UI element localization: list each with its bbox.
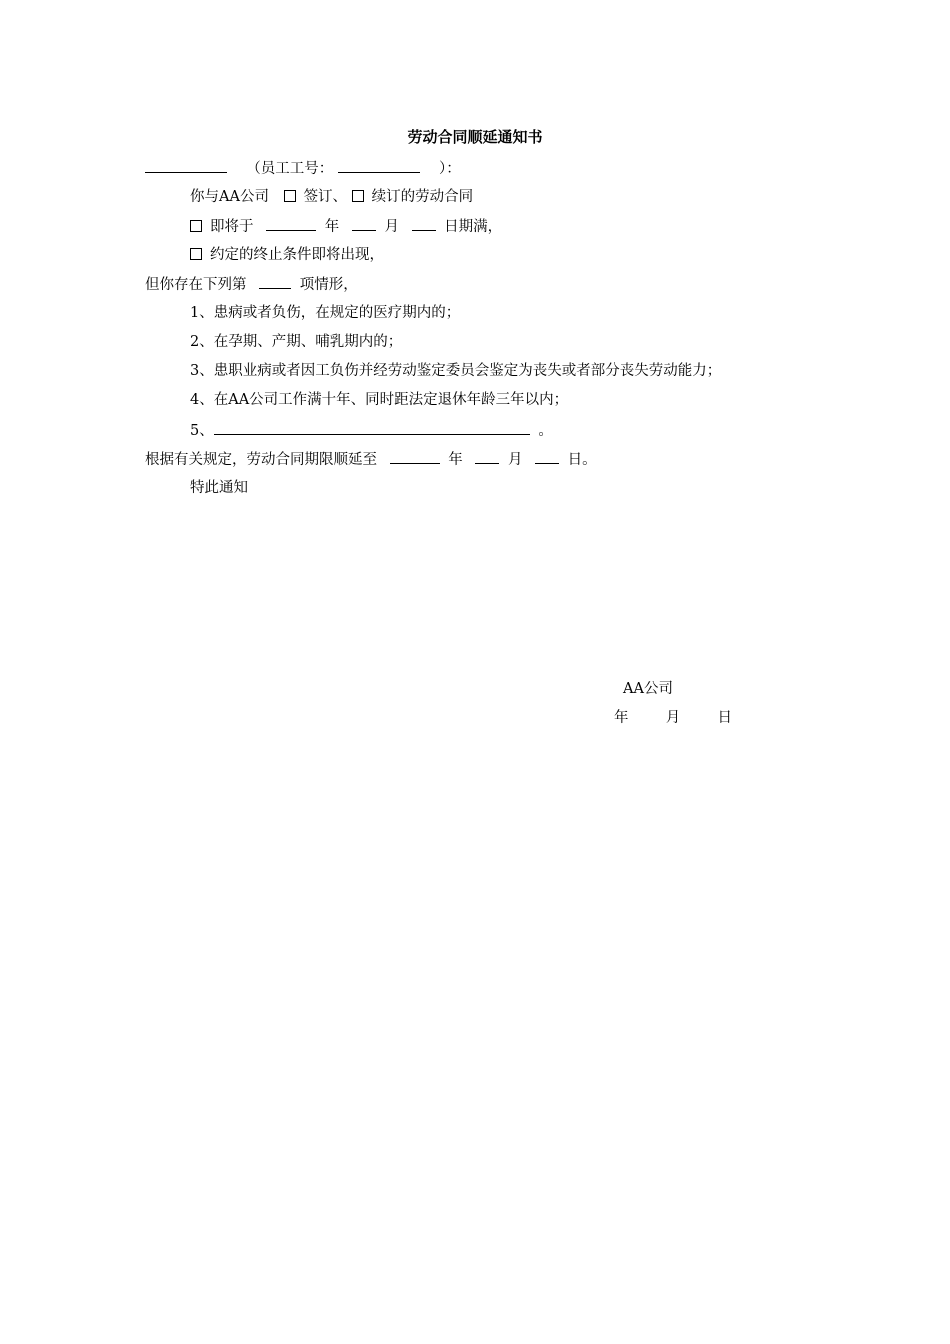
- extension-text: 根据有关规定，劳动合同期限顺延至: [145, 452, 377, 468]
- item5-label: 5、: [190, 423, 214, 439]
- employee-number-label: （员工工号：: [246, 161, 334, 177]
- due-day-blank: [412, 216, 436, 231]
- due-month-blank: [352, 216, 376, 231]
- intro-line: [190, 187, 473, 207]
- list-item: 1、患病或者负伤，在规定的医疗期内的；: [190, 305, 461, 321]
- extension-month-blank: [475, 449, 499, 464]
- list-item: 4、在AA公司工作满十年、同时距法定退休年龄三年以内；: [190, 392, 569, 408]
- renew-option-label: 续订的劳动合同: [371, 189, 474, 205]
- signature-year: 年: [614, 710, 629, 726]
- list-item: 2、在孕期、产期、哺乳期内的；: [190, 334, 403, 350]
- addressee-line: [145, 158, 461, 179]
- list-item: 3、患职业病或者因工负伤并经劳动鉴定委员会鉴定为丧失或者部分丧失劳动能力；: [190, 363, 722, 379]
- document-title: 劳动合同顺延通知书: [407, 128, 543, 146]
- list-item-5: [190, 420, 553, 441]
- due-month-label: 月: [384, 219, 399, 235]
- due-checkbox: [190, 220, 202, 232]
- terminate-checkbox: [190, 248, 202, 260]
- extension-day-blank: [535, 449, 559, 464]
- extension-month-label: 月: [507, 452, 523, 468]
- terminate-text: 约定的终止条件即将出现，: [210, 247, 384, 263]
- due-day-label: 日期满，: [444, 219, 503, 235]
- addressee-suffix: ）：: [439, 161, 461, 177]
- item5-blank: [214, 420, 530, 435]
- sign-option-label: 签订、: [303, 189, 348, 205]
- signature-day: 日: [717, 710, 732, 726]
- condition-line: [145, 274, 358, 295]
- closing-text: 特此通知: [190, 480, 248, 496]
- due-year-label: 年: [324, 219, 340, 235]
- intro-text: 你与AA公司: [190, 189, 269, 205]
- condition-text: 但你存在下列第: [145, 277, 247, 293]
- due-year-blank: [266, 216, 316, 231]
- item5-end: 。: [538, 423, 553, 439]
- due-text: 即将于: [210, 219, 254, 235]
- condition-number-blank: [259, 274, 291, 289]
- renew-checkbox: [352, 190, 364, 202]
- due-option-line: [190, 216, 502, 237]
- sign-checkbox: [284, 190, 296, 202]
- signature-company: AA公司: [623, 681, 673, 697]
- extension-year-label: 年: [448, 452, 463, 468]
- signature-month: 月: [665, 710, 681, 726]
- extension-year-blank: [390, 449, 440, 464]
- signature-date: [614, 708, 732, 728]
- employee-number-blank: [338, 158, 420, 173]
- extension-line: [145, 449, 597, 470]
- employee-name-blank: [145, 158, 227, 173]
- extension-day-label: 日。: [567, 452, 597, 468]
- terminate-option-line: [190, 245, 384, 265]
- condition-after: 项情形，: [299, 277, 358, 293]
